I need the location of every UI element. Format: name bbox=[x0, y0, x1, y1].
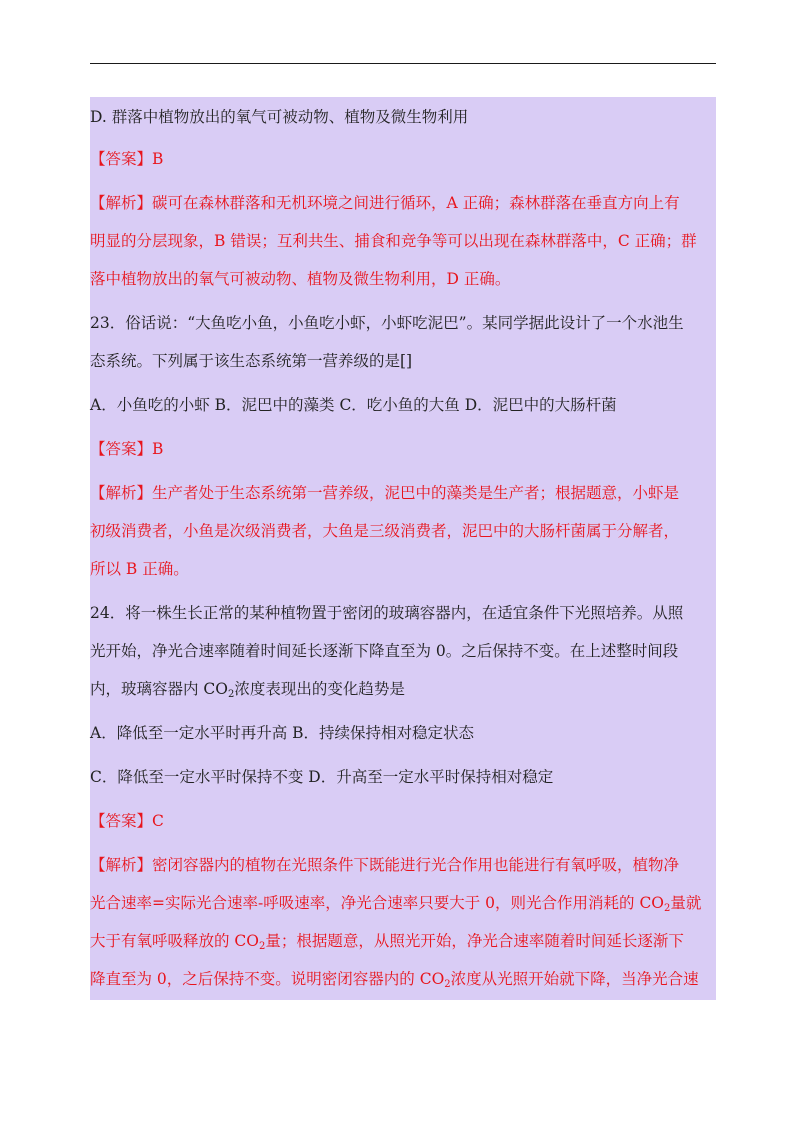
q24-stem-line-3 bbox=[90, 677, 405, 701]
answer-value: C bbox=[152, 812, 164, 830]
header-rule bbox=[90, 63, 716, 64]
answer-value: B bbox=[152, 440, 164, 458]
analysis-tag: 【解析】 bbox=[90, 484, 153, 502]
analysis-tag: 【解析】 bbox=[90, 856, 153, 874]
analysis-tag: 【解析】 bbox=[90, 194, 153, 212]
analysis-text: 浓度从光照开始就下降，当净光合速 bbox=[450, 970, 699, 988]
answer-tag: 【答案】 bbox=[90, 150, 153, 168]
q22-analysis-line-1 bbox=[90, 191, 680, 215]
analysis-text: 碳可在森林群落和无机环境之间进行循环，A 正确；森林群落在垂直方向上有 bbox=[152, 194, 680, 212]
co2-subscript: 2 bbox=[664, 903, 671, 914]
q23-analysis-line-3: 所以 B 正确。 bbox=[90, 560, 189, 578]
q24-analysis-line-4 bbox=[90, 967, 699, 991]
q22-analysis-line-3: 落中植物放出的氧气可被动物、植物及微生物利用，D 正确。 bbox=[90, 270, 511, 288]
q24-options-ab: A．降低至一定水平时再升高 B．持续保持相对稳定状态 bbox=[90, 724, 475, 742]
q23-options: A．小鱼吃的小虾 B．泥巴中的藻类 C．吃小鱼的大鱼 D．泥巴中的大肠杆菌 bbox=[90, 396, 617, 414]
analysis-text: 量；根据题意，从照光开始，净光合速率随着时间延长逐渐下 bbox=[265, 932, 684, 950]
co2-subscript: 2 bbox=[228, 689, 235, 700]
analysis-text: 量就 bbox=[670, 894, 702, 912]
analysis-text: 密闭容器内的植物在光照条件下既能进行光合作用也能进行有氧呼吸，植物净 bbox=[152, 856, 680, 874]
q24-stem-line-1: 24．将一株生长正常的某种植物置于密闭的玻璃容器内，在适宜条件下光照培养。从照 bbox=[90, 604, 684, 622]
q22-analysis-line-2: 明显的分层现象，B 错误；互利共生、捕食和竞争等可以出现在森林群落中，C 正确；群 bbox=[90, 232, 697, 250]
analysis-text: 光合速率=实际光合速率-呼吸速率，净光合速率只要大于 0，则光合作用消耗的 CO bbox=[90, 894, 665, 912]
q23-answer bbox=[90, 437, 163, 461]
q24-analysis-line-3 bbox=[90, 929, 684, 953]
q23-analysis-line-2: 初级消费者，小鱼是次级消费者，大鱼是三级消费者，泥巴中的大肠杆菌属于分解者， bbox=[90, 522, 680, 540]
q24-stem-line-2: 光开始，净光合速率随着时间延长逐渐下降直至为 0。之后保持不变。在上述整时间段 bbox=[90, 642, 679, 660]
analysis-text: 生产者处于生态系统第一营养级，泥巴中的藻类是生产者；根据题意，小虾是 bbox=[152, 484, 680, 502]
q24-analysis-line-1 bbox=[90, 853, 679, 877]
stem-text: 内，玻璃容器内 CO bbox=[90, 680, 228, 698]
q24-options-cd: C．降低至一定水平时保持不变 D．升高至一定水平时保持相对稳定 bbox=[90, 768, 554, 786]
co2-subscript: 2 bbox=[444, 979, 451, 990]
q24-answer bbox=[90, 809, 164, 833]
q24-analysis-line-2 bbox=[90, 891, 701, 915]
highlighted-content-block bbox=[90, 97, 716, 1000]
stem-text: 浓度表现出的变化趋势是 bbox=[234, 680, 405, 698]
co2-subscript: 2 bbox=[259, 941, 266, 952]
analysis-text: 大于有氧呼吸释放的 CO bbox=[90, 932, 259, 950]
answer-tag: 【答案】 bbox=[90, 440, 153, 458]
q23-stem-line-2: 态系统。下列属于该生态系统第一营养级的是[] bbox=[90, 352, 413, 370]
answer-tag: 【答案】 bbox=[90, 812, 153, 830]
q23-analysis-line-1 bbox=[90, 481, 679, 505]
q23-stem-line-1: 23．俗话说：“大鱼吃小鱼，小鱼吃小虾，小虾吃泥巴”。某同学据此设计了一个水池生 bbox=[90, 314, 684, 332]
analysis-text: 降直至为 0，之后保持不变。说明密闭容器内的 CO bbox=[90, 970, 445, 988]
q22-answer bbox=[90, 147, 163, 171]
answer-value: B bbox=[152, 150, 164, 168]
option-d-line: D. 群落中植物放出的氧气可被动物、植物及微生物利用 bbox=[90, 108, 469, 126]
